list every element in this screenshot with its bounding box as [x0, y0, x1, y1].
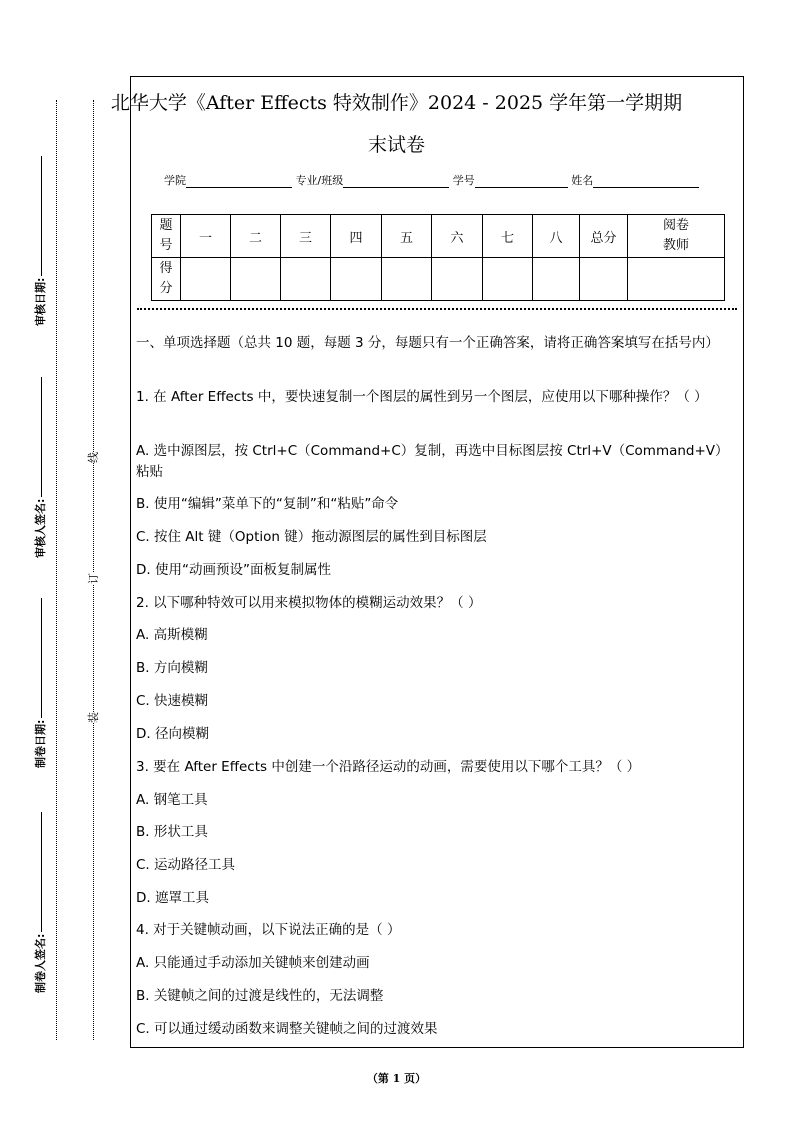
- bind-mark-bind: 装: [87, 712, 100, 723]
- score-row-label: 得分: [152, 258, 181, 301]
- option-d: D. 径向模糊: [136, 726, 209, 742]
- reviewer-signature-line[interactable]: [41, 377, 42, 497]
- outer-dotted-line: [56, 100, 57, 1040]
- score-cell[interactable]: [331, 258, 382, 301]
- student-id-field[interactable]: [475, 175, 568, 188]
- score-cell[interactable]: [533, 258, 580, 301]
- column-header: 二: [231, 215, 281, 258]
- total-score-header: 总分: [580, 215, 628, 258]
- option-a: A. 选中源图层，按 Ctrl+C（Command+C）复制，再选中目标图层按 Ctrl+V（Command+V）粘贴: [136, 443, 729, 480]
- bind-mark-line: 线: [87, 452, 100, 463]
- grader-cell[interactable]: [628, 258, 725, 301]
- score-cell[interactable]: [483, 258, 533, 301]
- student-info-row: [164, 172, 699, 188]
- name-field[interactable]: [593, 175, 699, 188]
- score-cell[interactable]: [231, 258, 281, 301]
- college-label: 学院: [164, 174, 186, 187]
- preparer-signature-label: 制卷人签名:: [32, 833, 48, 993]
- option-b: B. 关键帧之间的过渡是线性的，无法调整: [136, 988, 384, 1004]
- option-c: C. 可以通过缓动函数来调整关键帧之间的过渡效果: [136, 1021, 438, 1037]
- exam-title-cont: 末试卷: [367, 134, 425, 156]
- option-a: A. 只能通过手动添加关键帧来创建动画: [136, 955, 370, 971]
- prepare-date-label: 制卷日期:: [32, 608, 48, 768]
- option-c: C. 按住 Alt 键（Option 键）拖动源图层的属性到目标图层: [136, 529, 487, 545]
- score-cell[interactable]: [281, 258, 331, 301]
- review-date-label: 审核日期:: [32, 166, 48, 326]
- option-b: B. 方向模糊: [136, 660, 208, 676]
- option-c: C. 运动路径工具: [136, 857, 236, 873]
- option-c: C. 快速模糊: [136, 693, 209, 709]
- score-cell[interactable]: [181, 258, 231, 301]
- student-id-label: 学号: [452, 174, 475, 187]
- reviewer-signature-label: 审核人签名:: [32, 398, 48, 558]
- option-d: D. 使用“动画预设”面板复制属性: [136, 562, 331, 578]
- major-label: 专业/班级: [295, 174, 344, 187]
- exam-title: 北华大学《After Effects 特效制作》2024 - 2025 学年第一学期期: [110, 92, 683, 114]
- column-header: 一: [181, 215, 231, 258]
- major-field[interactable]: [343, 175, 449, 188]
- option-b: B. 使用“编辑”菜单下的“复制”和“粘贴”命令: [136, 496, 399, 512]
- option-a: A. 高斯模糊: [136, 627, 208, 643]
- preparer-signature-line[interactable]: [41, 812, 42, 932]
- review-date-line[interactable]: [41, 156, 42, 276]
- question-stem: 3. 要在 After Effects 中创建一个沿路径运动的动画，需要使用以下哪个工具？（ ）: [136, 759, 641, 775]
- name-label: 姓名: [571, 174, 594, 187]
- total-score-cell[interactable]: [580, 258, 628, 301]
- column-header: 四: [331, 215, 382, 258]
- option-d: D. 遮罩工具: [136, 890, 209, 906]
- prepare-date-line[interactable]: [41, 598, 42, 718]
- option-b: B. 形状工具: [136, 824, 208, 840]
- column-header: 六: [432, 215, 483, 258]
- column-header: 三: [281, 215, 331, 258]
- score-table: [151, 214, 725, 301]
- column-header: 七: [483, 215, 533, 258]
- column-header: 八: [533, 215, 580, 258]
- option-a: A. 钢笔工具: [136, 792, 208, 808]
- grader-header: 阅卷教师: [628, 215, 725, 258]
- section-heading: 一、单项选择题（总共 10 题，每题 3 分，每题只有一个正确答案，请将正确答案填写在括号内）: [136, 335, 719, 351]
- page-number: （第 1 页）: [366, 1072, 427, 1085]
- score-cell[interactable]: [382, 258, 432, 301]
- binding-dotted-line: [93, 100, 94, 1040]
- college-field[interactable]: [186, 175, 292, 188]
- question-stem: 2. 以下哪种特效可以用来模拟物体的模糊运动效果？（ ）: [136, 595, 482, 611]
- bind-mark-staple: 订: [87, 573, 100, 584]
- question-number-header: 题号: [152, 215, 181, 258]
- column-header: 五: [382, 215, 432, 258]
- question-stem: 4. 对于关键帧动画，以下说法正确的是（ ）: [136, 922, 401, 938]
- section-separator: [137, 308, 737, 310]
- score-cell[interactable]: [432, 258, 483, 301]
- question-stem: 1. 在 After Effects 中，要快速复制一个图层的属性到另一个图层，应使用以下哪种操作？（ ）: [136, 389, 708, 405]
